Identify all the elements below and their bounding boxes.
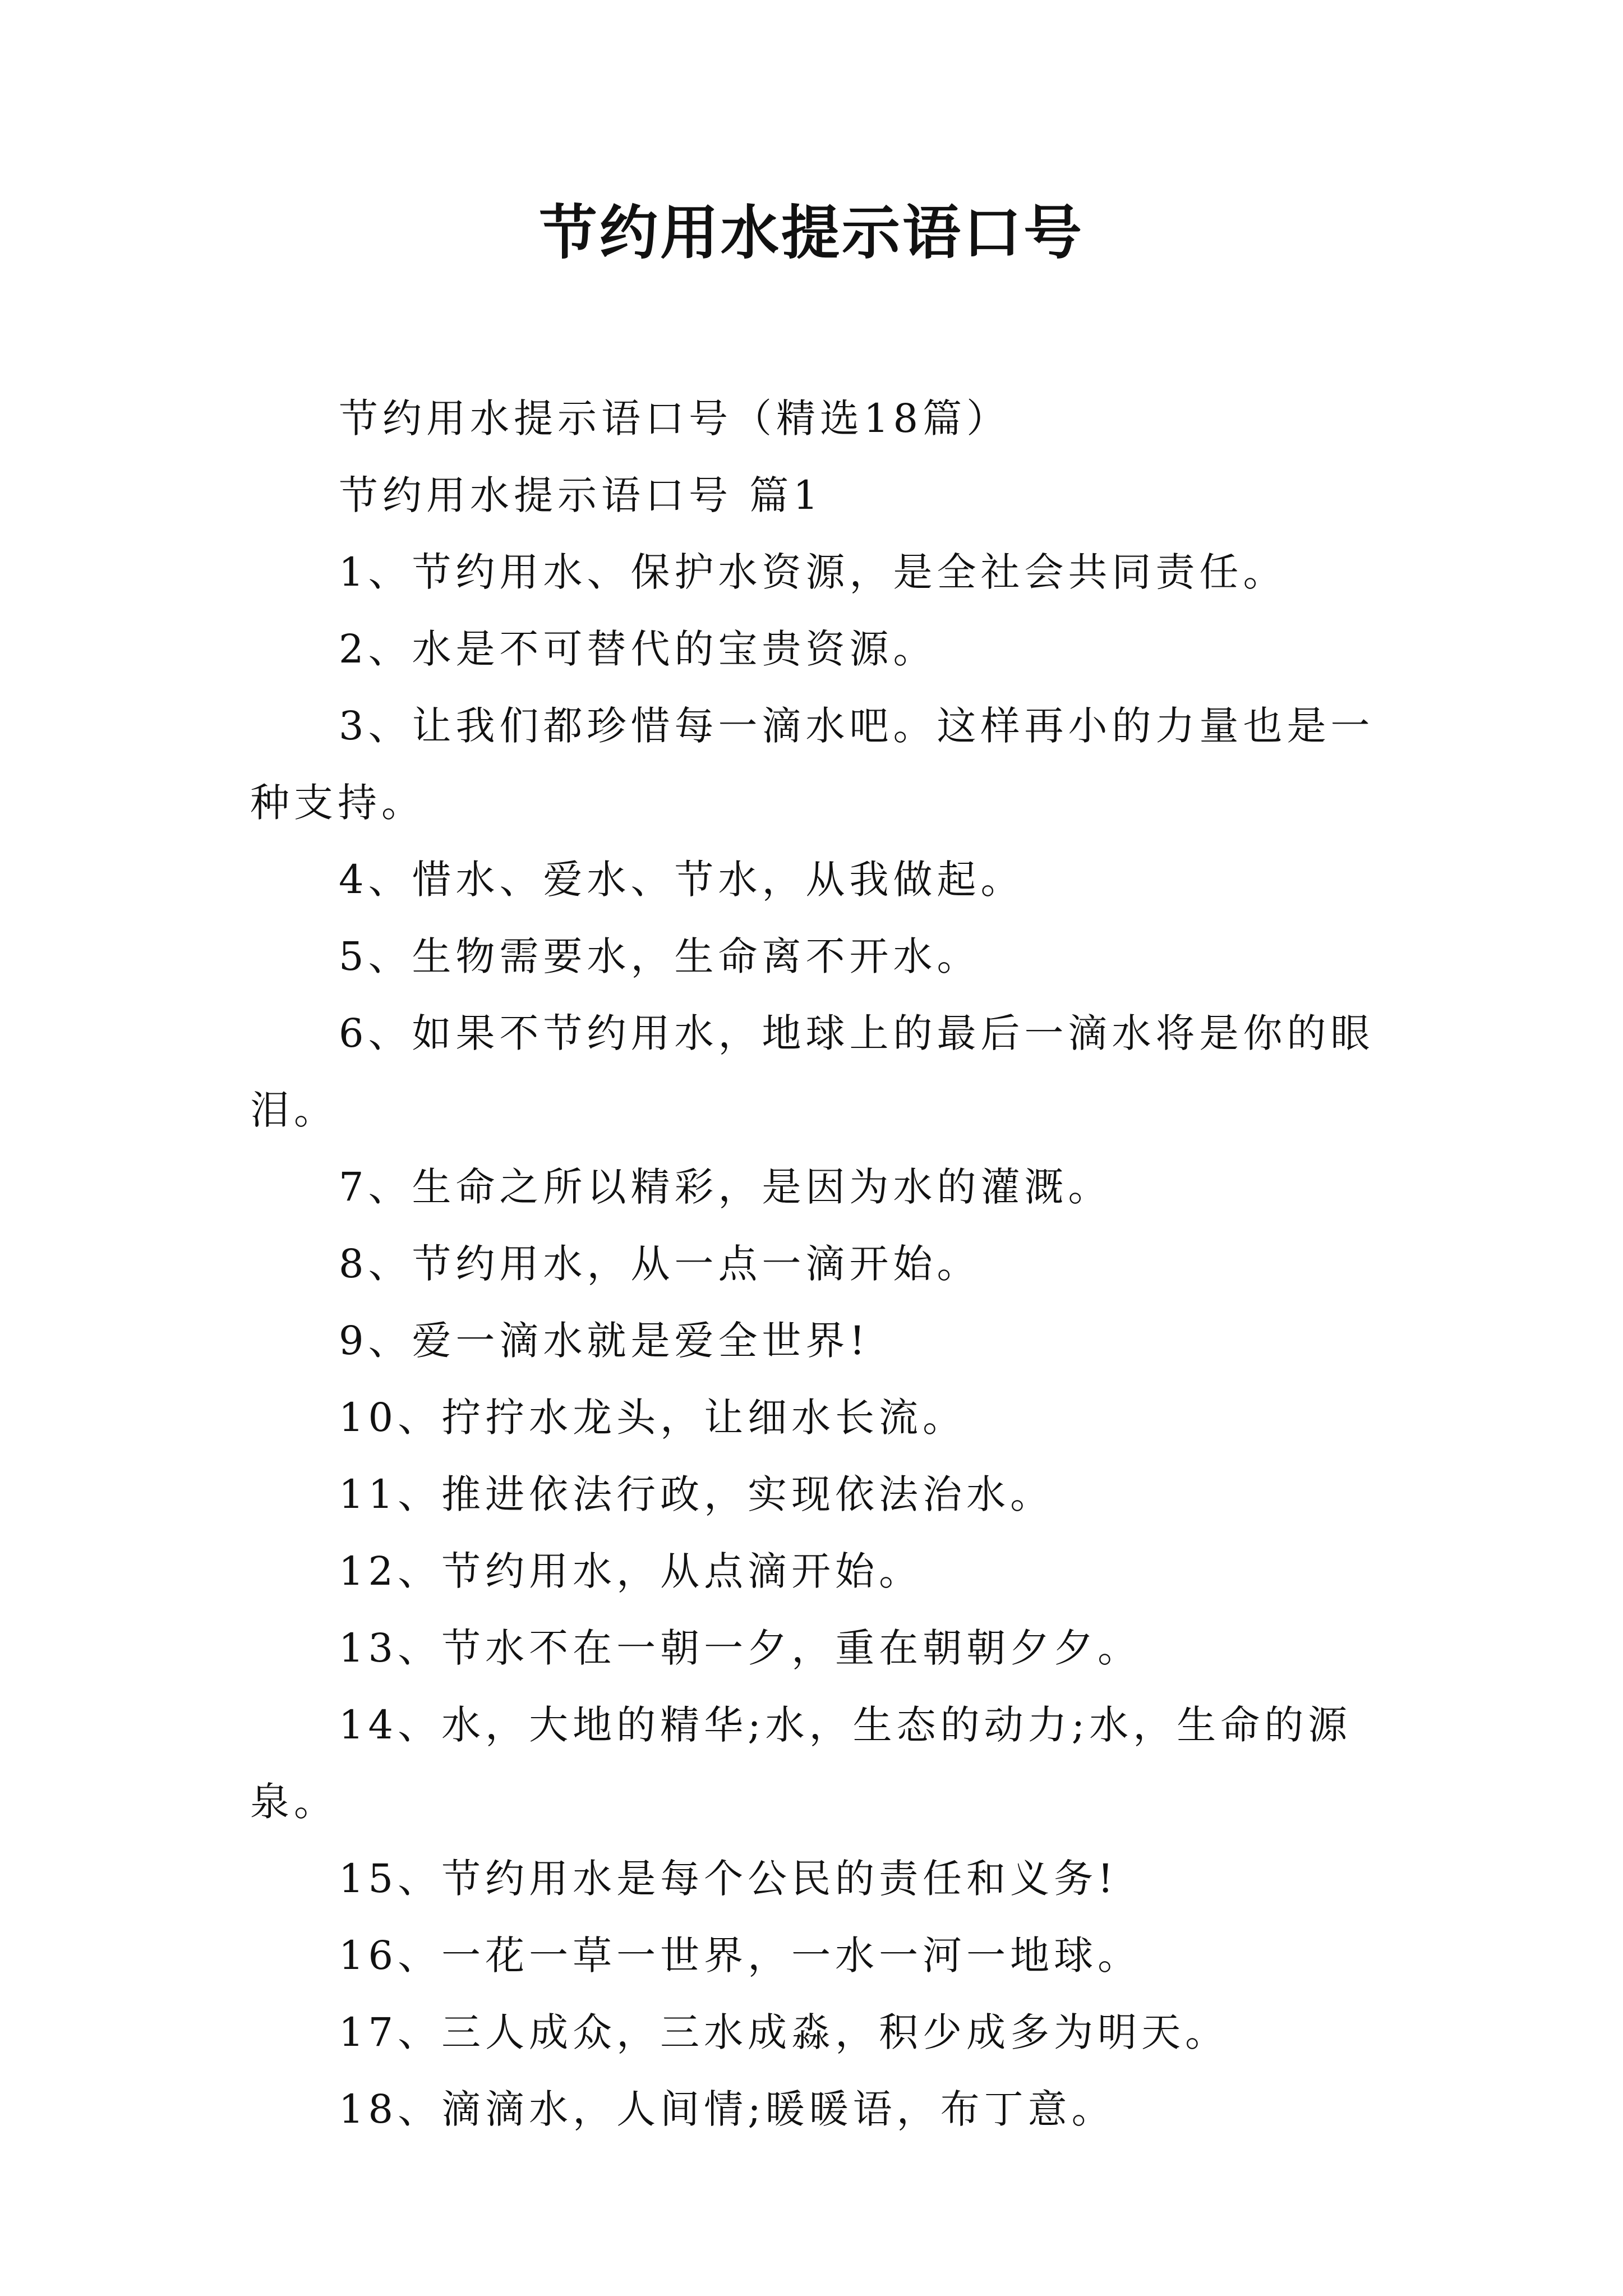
paragraph-item: 15、节约用水是每个公民的责任和义务!	[339, 1856, 1118, 1902]
paragraph-subtitle: 节约用水提示语口号（精选18篇）	[339, 395, 1011, 441]
document-body	[250, 380, 1394, 2148]
paragraph-item: 17、三人成众，三水成淼，积少成多为明天。	[339, 2009, 1229, 2055]
paragraph-item: 5、生物需要水，生命离不开水。	[339, 933, 981, 979]
paragraph-item: 6、如果不节约用水，地球上的最后一滴水将是你的眼泪。	[250, 1010, 1375, 1133]
paragraph-item: 10、拧拧水龙头，让细水长流。	[339, 1395, 967, 1441]
paragraph-item: 18、滴滴水，人间情;暖暖语，布丁意。	[339, 2086, 1115, 2132]
paragraph-item: 1、节约用水、保护水资源，是全社会共同责任。	[339, 549, 1287, 595]
paragraph-item: 16、一花一草一世界，一水一河一地球。	[339, 1932, 1142, 1978]
paragraph-item: 12、节约用水，从点滴开始。	[339, 1548, 923, 1594]
paragraph-item: 11、推进依法行政，实现依法治水。	[339, 1471, 1054, 1517]
paragraph-item: 7、生命之所以精彩，是因为水的灌溉。	[339, 1164, 1112, 1210]
document-title: 节约用水提示语口号	[538, 198, 1084, 267]
paragraph-item: 13、节水不在一朝一夕，重在朝朝夕夕。	[339, 1625, 1142, 1671]
paragraph-item: 14、水，大地的精华;水，生态的动力;水，生命的源泉。	[250, 1702, 1352, 1825]
paragraph-item: 4、惜水、爱水、节水，从我做起。	[339, 857, 1025, 903]
paragraph-item: 2、水是不可替代的宝贵资源。	[339, 626, 937, 672]
paragraph-section-heading: 节约用水提示语口号 篇1	[339, 472, 823, 518]
paragraph-item: 3、让我们都珍惜每一滴水吧。这样再小的力量也是一种支持。	[250, 703, 1375, 826]
paragraph-item: 8、节约用水，从一点一滴开始。	[339, 1241, 981, 1287]
paragraph-item: 9、爱一滴水就是爱全世界!	[339, 1318, 870, 1364]
